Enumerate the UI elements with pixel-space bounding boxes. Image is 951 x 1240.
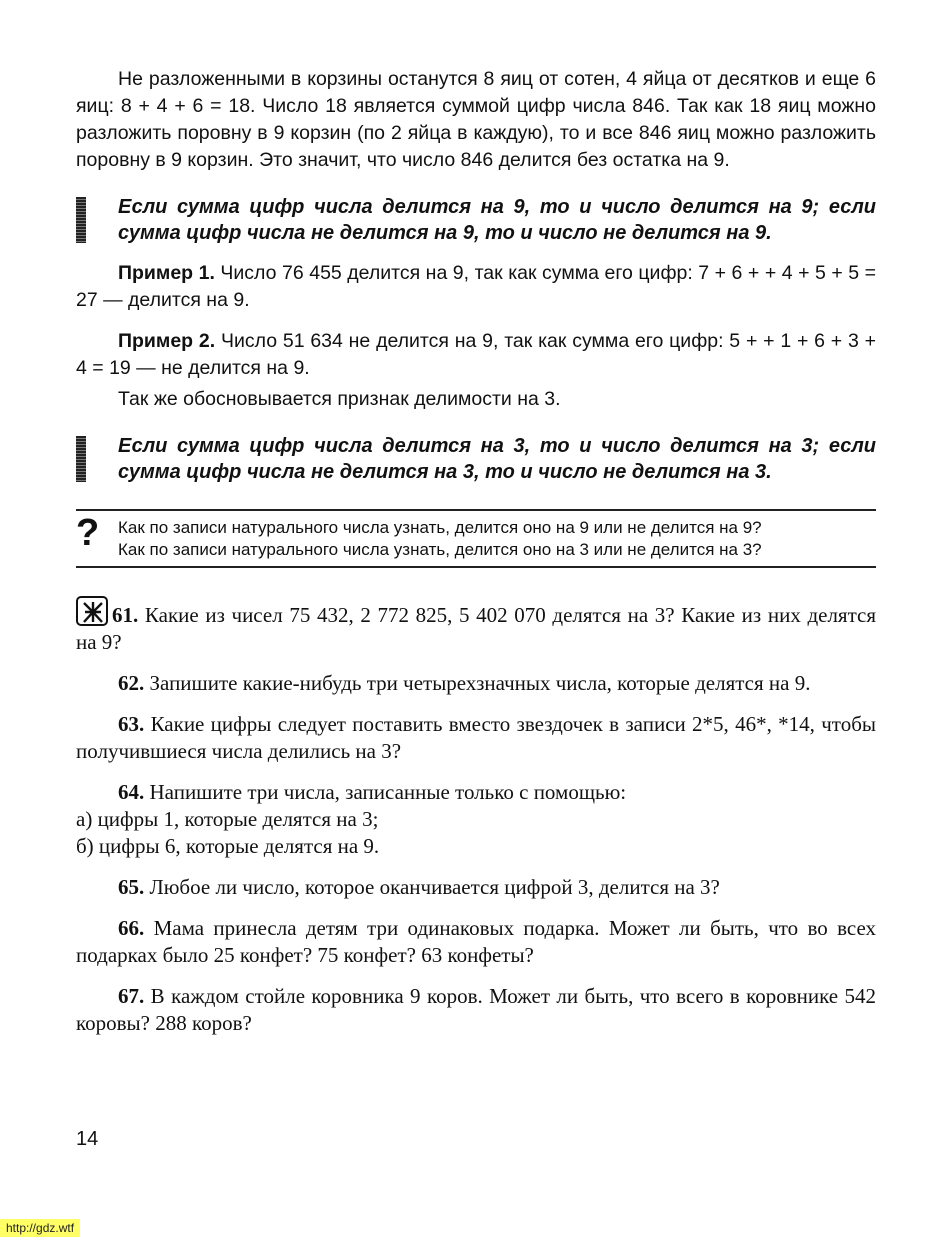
task-marker-icon [76,596,108,626]
task-62 [76,670,876,697]
task-63 [76,711,876,765]
task-text: Напишите три числа, записанные только с помощью: [149,780,627,804]
task-61 [76,596,876,656]
task-text: Мама принесла детям три одинаковых подарка. Может ли быть, что во всех подарках было 25 конфет? 75 конфет? 63 конфеты? [76,916,876,967]
task-64 [76,779,876,860]
review-question-2: Как по записи натурального числа узнать, делится оно на 3 или не делится на 3? [118,540,762,559]
rule-divisibility-3 [76,433,876,485]
example-1-text: Число 76 455 делится на 9, так как сумма его цифр: 7 + 6 + + 4 + 5 + 5 = 27 — делится на 9. [76,262,877,311]
task-64-item-b: б) цифры 6, которые делятся на 9. [76,834,380,858]
example-2-text: Число 51 634 не делится на 9, так как сумма его цифр: 5 + + 1 + 6 + 3 + 4 = 19 — не делится на 9. [76,330,876,379]
task-number: 65. [118,875,145,899]
task-text: Какие цифры следует поставить вместо звездочек в записи 2*5, 46*, *14, чтобы получившиеся числа делились на 3? [76,712,876,763]
rule-divisibility-9 [76,194,876,246]
review-question-1: Как по записи натурального числа узнать, делится оно на 9 или не делится на 9? [118,518,762,537]
review-questions-box [76,509,876,568]
justification-text: Так же обосновывается признак делимости на 3. [118,388,561,410]
rule-9-text: Если сумма цифр числа делится на 9, то и число делится на 9; если сумма цифр числа не делится на 9, то и число не делится на 9. [118,196,876,244]
task-number: 64. [118,780,145,804]
task-number: 66. [118,916,145,940]
task-64-stem [76,779,876,806]
question-mark-icon: ? [76,512,100,554]
example-2-label: Пример 2. [118,330,216,352]
task-text: В каждом стойле коровника 9 коров. Может ли быть, что всего в коровнике 542 коровы? 288 коров? [76,984,877,1035]
example-1-label: Пример 1. [118,262,215,284]
task-text: Какие из чисел 75 432, 2 772 825, 5 402 070 делятся на 3? Какие из них делятся на 9? [76,603,877,654]
task-number: 63. [118,712,145,736]
task-number: 67. [118,984,145,1008]
task-66 [76,915,876,969]
rule-marker-bar [76,197,86,243]
task-text: Любое ли число, которое оканчивается цифрой 3, делится на 3? [149,875,720,899]
rule-3-text: Если сумма цифр числа делится на 3, то и число делится на 3; если сумма цифр числа не делится на 3, то и число не делится на 3. [118,435,876,483]
task-text: Запишите какие-нибудь три четырехзначных числа, которые делятся на 9. [149,671,811,695]
rule-marker-bar [76,436,86,482]
task-number: 61. [112,603,139,627]
page-content [76,66,876,1037]
watermark-link[interactable]: http://gdz.wtf [0,1219,80,1237]
intro-paragraph: Не разложенными в корзины останутся 8 яиц от сотен, 4 яйца от десятков и еще 6 яиц: 8 + 4 + 6 = 18. Число 18 является суммой цифр числа 846. Так как 18 яиц можно разложить поровну в 9 корзин (по 2 яйца в каждую), то и все 846 яиц можно разложить поровну в 9 корзин. Это значит, что число 846 делится без остатка на 9. [76,68,876,171]
example-2 [76,328,876,382]
page-number: 14 [76,1128,99,1150]
task-number: 62. [118,671,145,695]
task-64-item-a: а) цифры 1, которые делятся на 3; [76,807,379,831]
example-1 [76,260,876,314]
task-65 [76,874,876,901]
task-67 [76,983,876,1037]
